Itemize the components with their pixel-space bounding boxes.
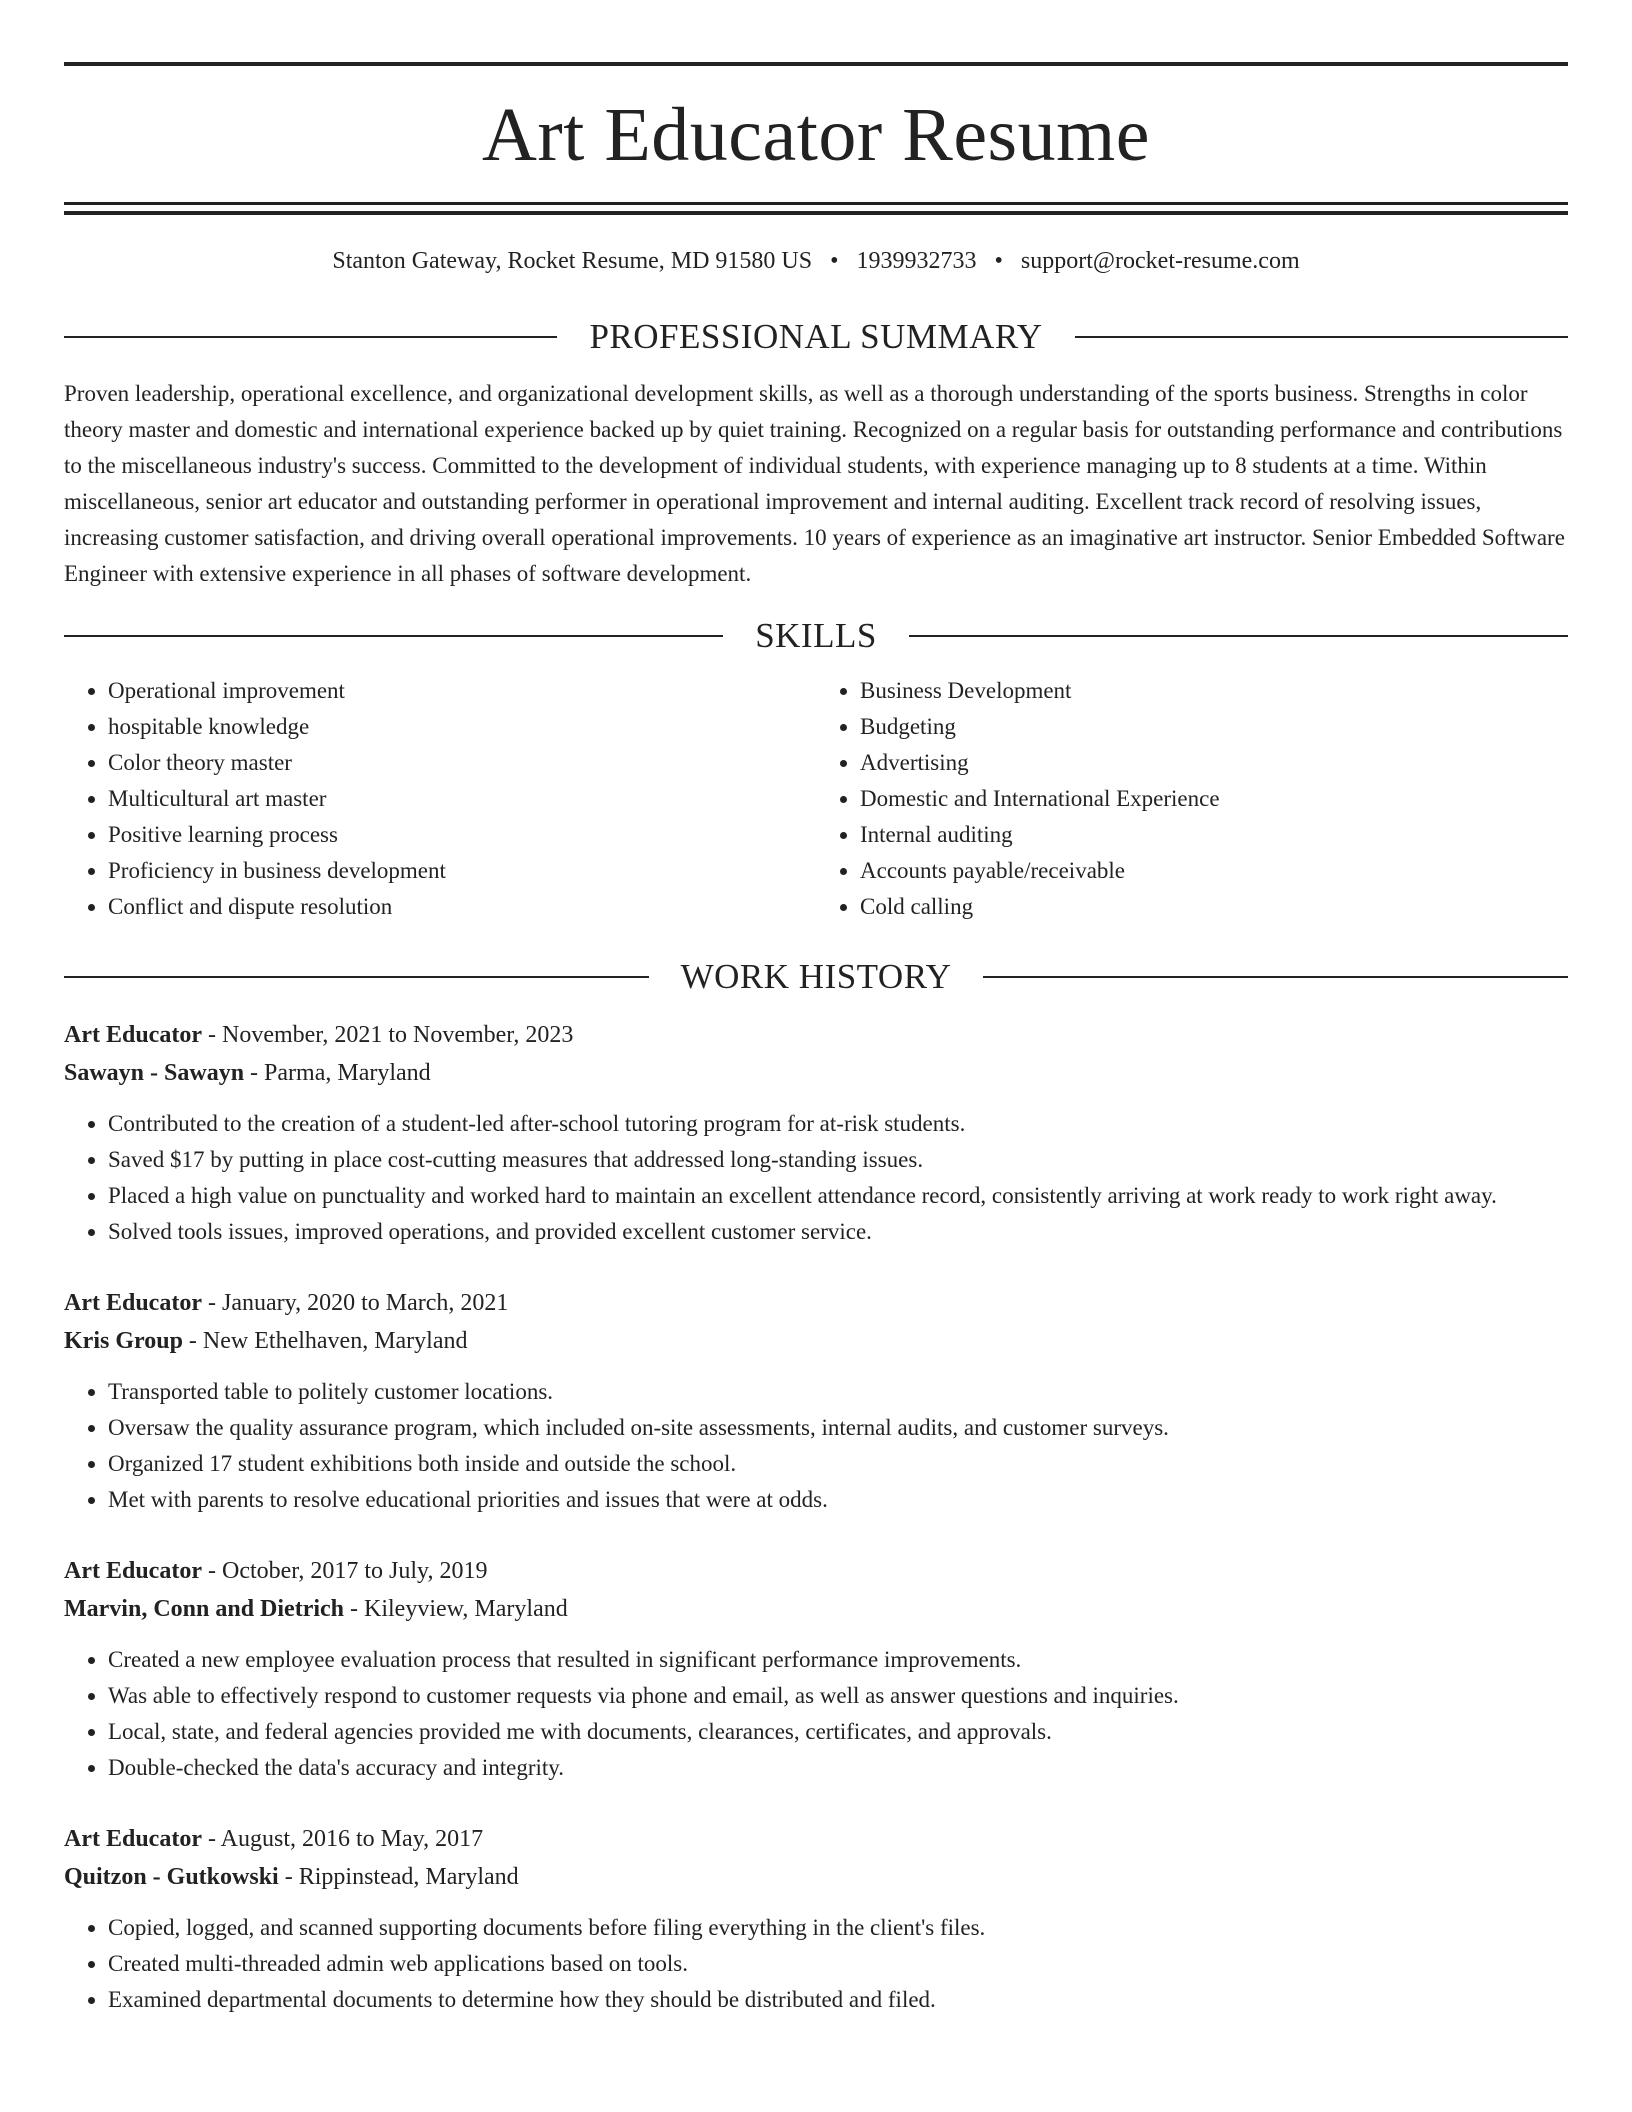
job-dates: October, 2017 to July, 2019 <box>221 1558 488 1585</box>
skills-section-heading <box>64 616 1568 656</box>
job-bullet: • Was able to effectively respond to customer requests via phone and email, as well as answer questions and inquiries. <box>108 1678 1568 1714</box>
skill-item: • Business Development <box>860 673 1568 709</box>
job-bullet: • Solved tools issues, improved operations, and provided excellent customer service. <box>108 1214 1568 1250</box>
contact-separator: • <box>994 247 1003 274</box>
heading-rule-right <box>1075 336 1568 338</box>
skill-item: • Internal auditing <box>860 817 1568 853</box>
job-bullet: • Examined departmental documents to determine how they should be distributed and filed. <box>108 1982 1568 2018</box>
contact-line <box>64 247 1568 276</box>
job-bullet: • Placed a high value on punctuality and worked hard to maintain an excellent attendance record, consistently arriving at work ready to work right away. <box>108 1178 1568 1214</box>
job-location: Rippinstead, Maryland <box>298 1864 519 1891</box>
job-company: Marvin, Conn and Dietrich <box>64 1596 345 1623</box>
skill-item: • Operational improvement <box>108 673 816 709</box>
job-bullet: • Organized 17 student exhibitions both inside and outside the school. <box>108 1446 1568 1482</box>
job-bullet: • Met with parents to resolve educational priorities and issues that were at odds. <box>108 1482 1568 1518</box>
summary-paragraph: Proven leadership, operational excellence, and organizational development skills, as well as a thorough understanding of the sports business. Strengths in color theory master and domestic and international experience backed up by quiet training. Recognized on a regular basis for outstanding performance and contributions to the miscellaneous industry's success. Committed to the development of individual students, with experience managing up to 8 students at a time. Within miscellaneous, senior art educator and outstanding performer in operational improvement and internal auditing. Excellent track record of resolving issues, increasing customer satisfaction, and driving overall operational improvements. 10 years of experience as an imaginative art instructor. Senior Embedded Software Engineer with extensive experience in all phases of software development. <box>64 381 1565 587</box>
title-double-rule <box>64 202 1568 215</box>
job-title-line: Art Educator - August, 2016 to May, 2017 <box>64 1826 484 1853</box>
job-entry <box>64 1016 1568 1250</box>
job-entry <box>64 1284 1568 1518</box>
job-entry <box>64 1552 1568 1786</box>
job-bullet: • Oversaw the quality assurance program, which included on-site assessments, internal audits, and customer surveys. <box>108 1410 1568 1446</box>
job-company: Kris Group <box>64 1328 183 1355</box>
job-company-line: Quitzon - Gutkowski - Rippinstead, Maryland <box>64 1864 519 1891</box>
job-bullet: • Double-checked the data's accuracy and integrity. <box>108 1750 1568 1786</box>
job-company-line: Kris Group - New Ethelhaven, Maryland <box>64 1328 468 1355</box>
work-heading-label: WORK HISTORY <box>680 957 952 997</box>
job-bullet: • Created multi-threaded admin web applications based on tools. <box>108 1946 1568 1982</box>
job-bullet: • Contributed to the creation of a student-led after-school tutoring program for at-risk students. <box>108 1106 1568 1142</box>
job-bullet: • Transported table to politely customer locations. <box>108 1374 1568 1410</box>
skill-item: • Cold calling <box>860 889 1568 925</box>
job-bullets <box>64 1910 1568 2018</box>
contact-separator: • <box>830 247 839 274</box>
job-company: Sawayn - Sawayn <box>64 1060 245 1087</box>
contact-address: Stanton Gateway, Rocket Resume, MD 91580 US <box>332 247 813 274</box>
heading-rule-right <box>909 635 1568 637</box>
skill-item: • Accounts payable/receivable <box>860 853 1568 889</box>
resume-title: Art Educator Resume <box>482 93 1150 177</box>
job-location: Parma, Maryland <box>264 1060 431 1087</box>
skill-item: • Multicultural art master <box>108 781 816 817</box>
job-location: New Ethelhaven, Maryland <box>202 1328 468 1355</box>
contact-email: support@rocket-resume.com <box>1020 247 1300 274</box>
job-dates: January, 2020 to March, 2021 <box>221 1290 509 1317</box>
skills-column-right <box>816 673 1568 925</box>
work-section-heading <box>64 957 1568 997</box>
heading-rule-left <box>64 336 557 338</box>
job-dates: November, 2021 to November, 2023 <box>221 1022 574 1049</box>
job-title-line: Art Educator - November, 2021 to November, 2023 <box>64 1022 574 1049</box>
top-rule <box>64 62 1568 66</box>
job-bullets <box>64 1374 1568 1518</box>
job-company-line: Sawayn - Sawayn - Parma, Maryland <box>64 1060 431 1087</box>
skill-item: • Proficiency in business development <box>108 853 816 889</box>
heading-rule-right <box>983 976 1568 978</box>
skills-list <box>64 673 1568 925</box>
job-entry <box>64 1820 1568 2018</box>
job-title: Art Educator <box>64 1558 202 1585</box>
skill-item: • Color theory master <box>108 745 816 781</box>
skill-item: • Budgeting <box>860 709 1568 745</box>
job-title: Art Educator <box>64 1826 202 1853</box>
skills-column-left <box>64 673 816 925</box>
job-location: Kileyview, Maryland <box>364 1596 568 1623</box>
skills-heading-label: SKILLS <box>755 616 877 656</box>
job-bullets <box>64 1642 1568 1786</box>
job-bullet: • Created a new employee evaluation process that resulted in significant performance improvements. <box>108 1642 1568 1678</box>
job-bullets <box>64 1106 1568 1250</box>
skill-item: • Advertising <box>860 745 1568 781</box>
job-title: Art Educator <box>64 1022 202 1049</box>
job-title-line: Art Educator - January, 2020 to March, 2021 <box>64 1290 509 1317</box>
skill-item: • Domestic and International Experience <box>860 781 1568 817</box>
job-dates: August, 2016 to May, 2017 <box>220 1826 484 1853</box>
skill-item: • hospitable knowledge <box>108 709 816 745</box>
heading-rule-left <box>64 976 649 978</box>
contact-phone: 1939932733 <box>856 247 977 274</box>
job-company: Quitzon - Gutkowski <box>64 1864 279 1891</box>
job-bullet: • Copied, logged, and scanned supporting documents before filing everything in the client's files. <box>108 1910 1568 1946</box>
job-title-line: Art Educator - October, 2017 to July, 2019 <box>64 1558 488 1585</box>
job-bullet: • Local, state, and federal agencies provided me with documents, clearances, certificates, and approvals. <box>108 1714 1568 1750</box>
job-bullet: • Saved $17 by putting in place cost-cutting measures that addressed long-standing issues. <box>108 1142 1568 1178</box>
heading-rule-left <box>64 635 723 637</box>
summary-section-heading <box>64 317 1568 357</box>
summary-heading-label: PROFESSIONAL SUMMARY <box>589 317 1043 357</box>
skill-item: • Positive learning process <box>108 817 816 853</box>
job-company-line: Marvin, Conn and Dietrich - Kileyview, Maryland <box>64 1596 568 1623</box>
skill-item: • Conflict and dispute resolution <box>108 889 816 925</box>
job-title: Art Educator <box>64 1290 202 1317</box>
